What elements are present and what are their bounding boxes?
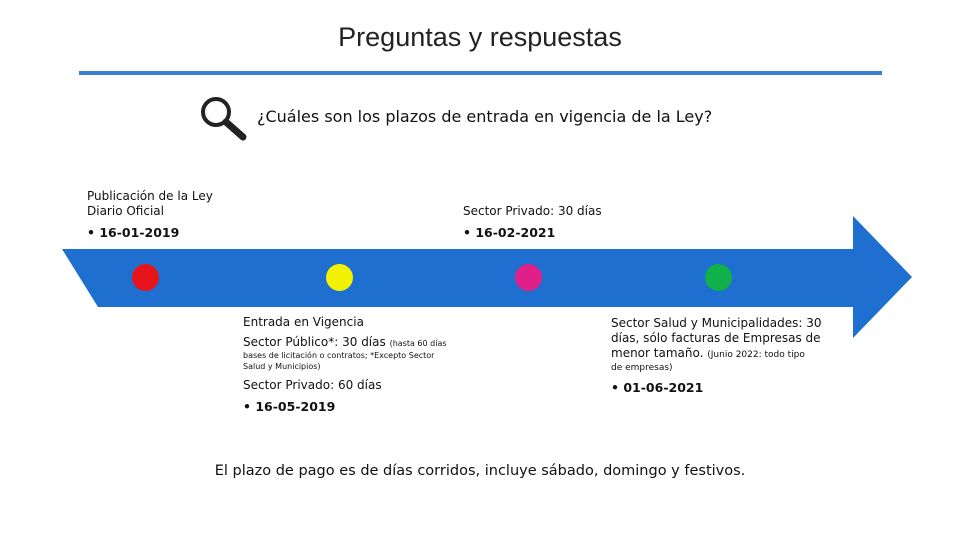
vigencia-publico-text: Sector Público*: 30 días (243, 335, 386, 349)
salud-date: • 01-06-2021 (611, 380, 704, 395)
vigencia-publico (243, 335, 447, 350)
page-title: Preguntas y respuestas (338, 22, 622, 52)
footer-note: El plazo de pago es de días corridos, incluye sábado, domingo y festivos. (214, 463, 746, 479)
privado30-date: • 16-02-2021 (463, 225, 556, 240)
vigencia-date: • 16-05-2019 (243, 399, 336, 414)
salud-line3: menor tamaño. (611, 346, 704, 360)
vigencia-heading: Entrada en Vigencia (243, 315, 364, 329)
publicacion-label (87, 189, 213, 219)
salud-label (611, 316, 826, 375)
privado30-label: Sector Privado: 30 días (463, 204, 602, 218)
salud-note-b: de empresas) (611, 363, 673, 373)
salud-note-a: (Junio 2022: todo tipo (707, 350, 805, 360)
publicacion-date: • 16-01-2019 (87, 225, 180, 240)
question-text: ¿Cuáles son los plazos de entrada en vigencia de la Ley? (257, 107, 713, 126)
vigencia-note-b: bases de licitación o contratos; *Excepto Sector (243, 351, 435, 360)
vigencia-note-c: Salud y Municipios) (243, 362, 321, 371)
publicacion-line2: Diario Oficial (87, 204, 164, 218)
privado60-label: Sector Privado: 60 días (243, 378, 382, 392)
vigencia-publico-note: (hasta 60 días (389, 339, 447, 348)
timeline-dot-publicacion (132, 264, 159, 291)
timeline-dot-privado (515, 264, 542, 291)
timeline-dot-vigencia (326, 264, 353, 291)
salud-line2: días, sólo facturas de Empresas de (611, 331, 821, 345)
salud-line1: Sector Salud y Municipalidades: 30 (611, 316, 822, 330)
publicacion-line1: Publicación de la Ley (87, 189, 213, 203)
timeline-dot-salud (705, 264, 732, 291)
